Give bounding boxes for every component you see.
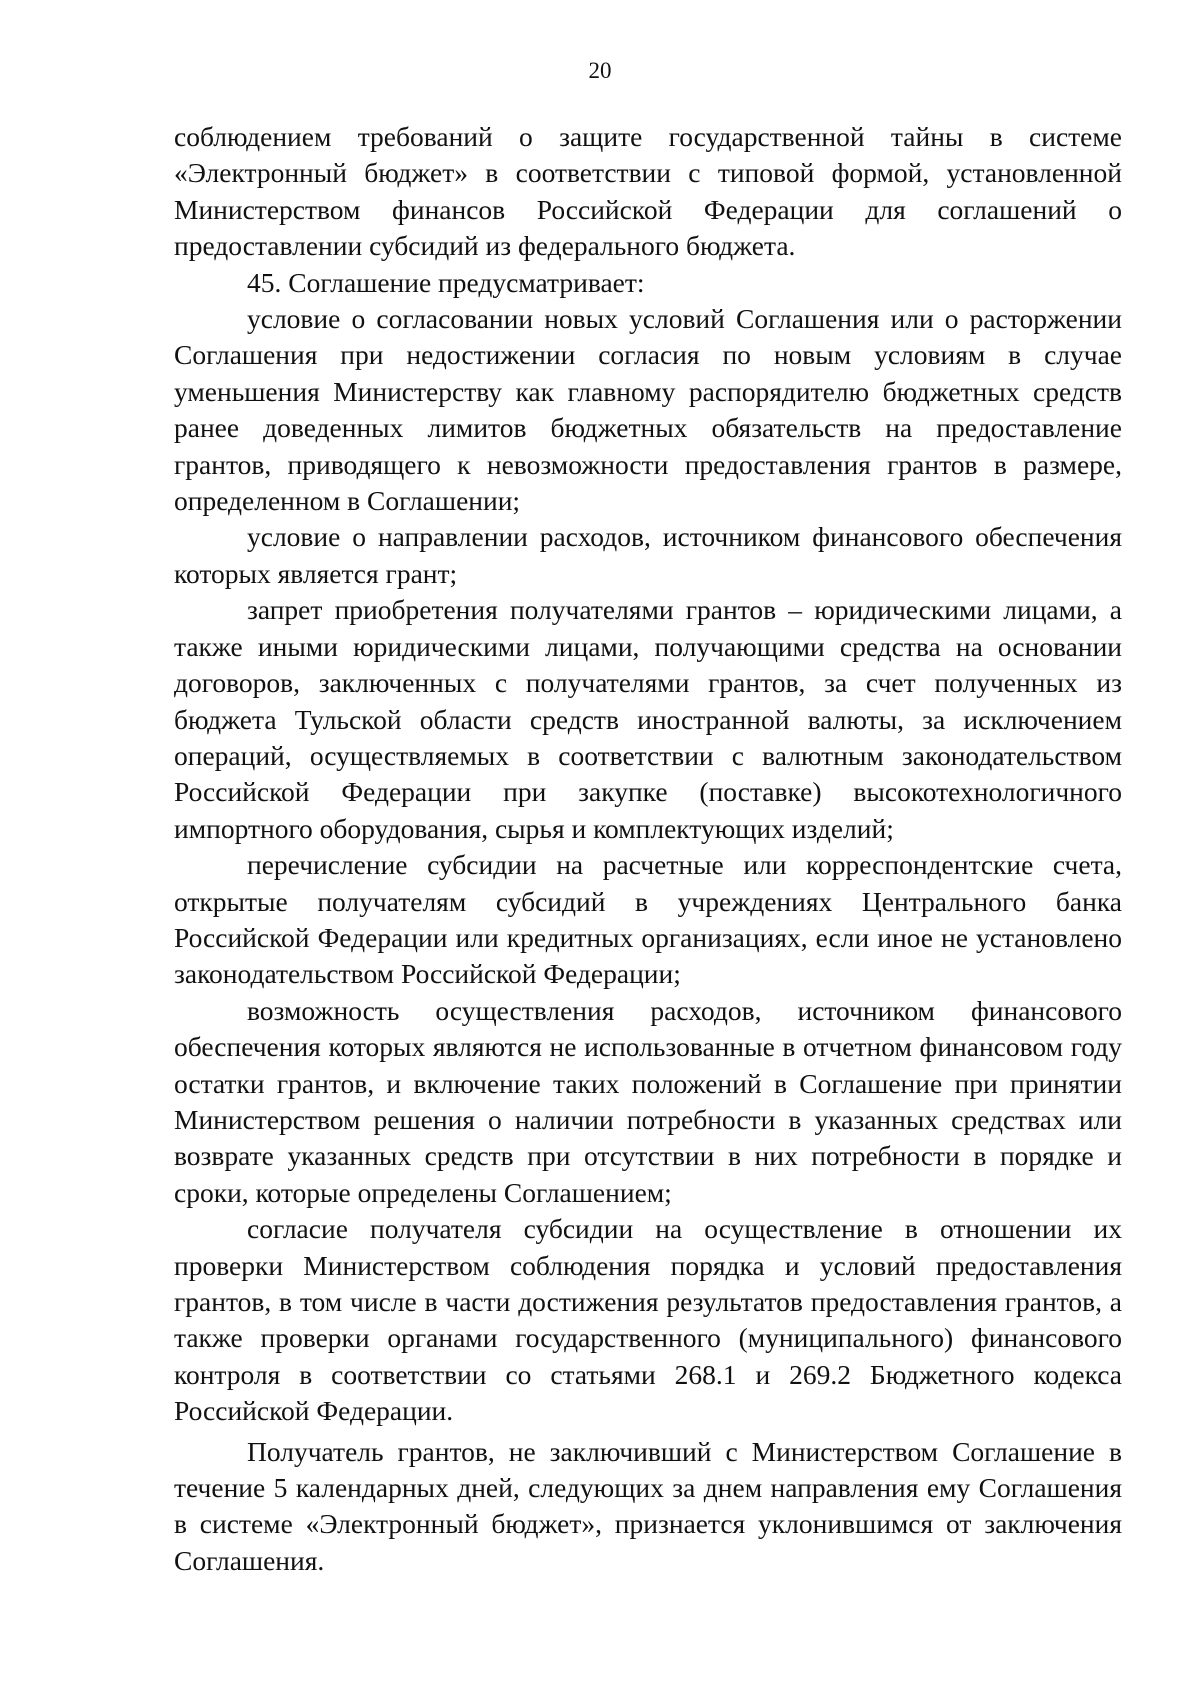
paragraph-unused-balances: возможность осуществления расходов, источником финансового обеспечения которых являются не использованные в отчетном финансовом году остатки грантов, и включение таких положений в Соглашение при принятии Министерством решения о наличии потребности в указанных средствах или возврате указанных средств при отсутствии в них потребности в порядке и сроки, которые определены Соглашением; (174, 994, 1122, 1208)
paragraph-continuation: соблюдением требований о защите государственной тайны в системе «Электронный бюджет» в соответствии с типовой формой, установленной Министерством финансов Российской Федерации для соглашений о предоставлении субсидий из федерального бюджета. (174, 121, 1122, 262)
paragraph-currency-prohibition: запрет приобретения получателями грантов – юридическими лицами, а также иными юридическими лицами, получающими средства на основании договоров, заключенных с получателями грантов, за счет полученных из бюджета Тульской области средств иностранной валюты, за исключением операций, осуществляемых в соответствии с валютным законодательством Российской Федерации при закупке (поставке) высокотехнологичного импортного оборудования, сырья и комплектующих изделий; (174, 594, 1122, 844)
paragraph-subsidy-transfer: перечисление субсидии на расчетные или корреспондентские счета, открытые получателям субсидий в учреждениях Центрального банка Российской Федерации или кредитных организациях, если иное не установлено законодательством Российской Федерации; (174, 849, 1122, 990)
paragraph-condition-expenses: условие о направлении расходов, источником финансового обеспечения которых является грант; (174, 521, 1122, 589)
page-number: 20 (588, 58, 612, 83)
paragraph-audit-consent: согласие получателя субсидии на осуществление в отношении их проверки Министерством соблюдения порядка и условий предоставления грантов, в том числе в части достижения результатов предоставления грантов, а также проверки органами государственного (муниципального) финансового контроля в соответствии со статьями 268.1 и 269.2 Бюджетного кодекса Российской Федерации. (174, 1213, 1122, 1427)
paragraph-clause-45-heading: 45. Соглашение предусматривает: (247, 266, 645, 298)
paragraph-condition-renegotiation: условие о согласовании новых условий Соглашения или о расторжении Соглашения при недостижении согласия по новым условиям в случае уменьшения Министерству как главному распорядителю бюджетных средств ранее доведенных лимитов бюджетных обязательств на предоставление грантов, приводящего к невозможности предоставления грантов в размере, определенном в Соглашении; (174, 303, 1122, 517)
paragraph-evasion-clause: Получатель грантов, не заключивший с Министерством Соглашение в течение 5 календарных дней, следующих за днем направления ему Соглашения в системе «Электронный бюджет», признается уклонившимся от заключения Соглашения. (174, 1435, 1122, 1576)
document-body (174, 119, 1122, 1579)
